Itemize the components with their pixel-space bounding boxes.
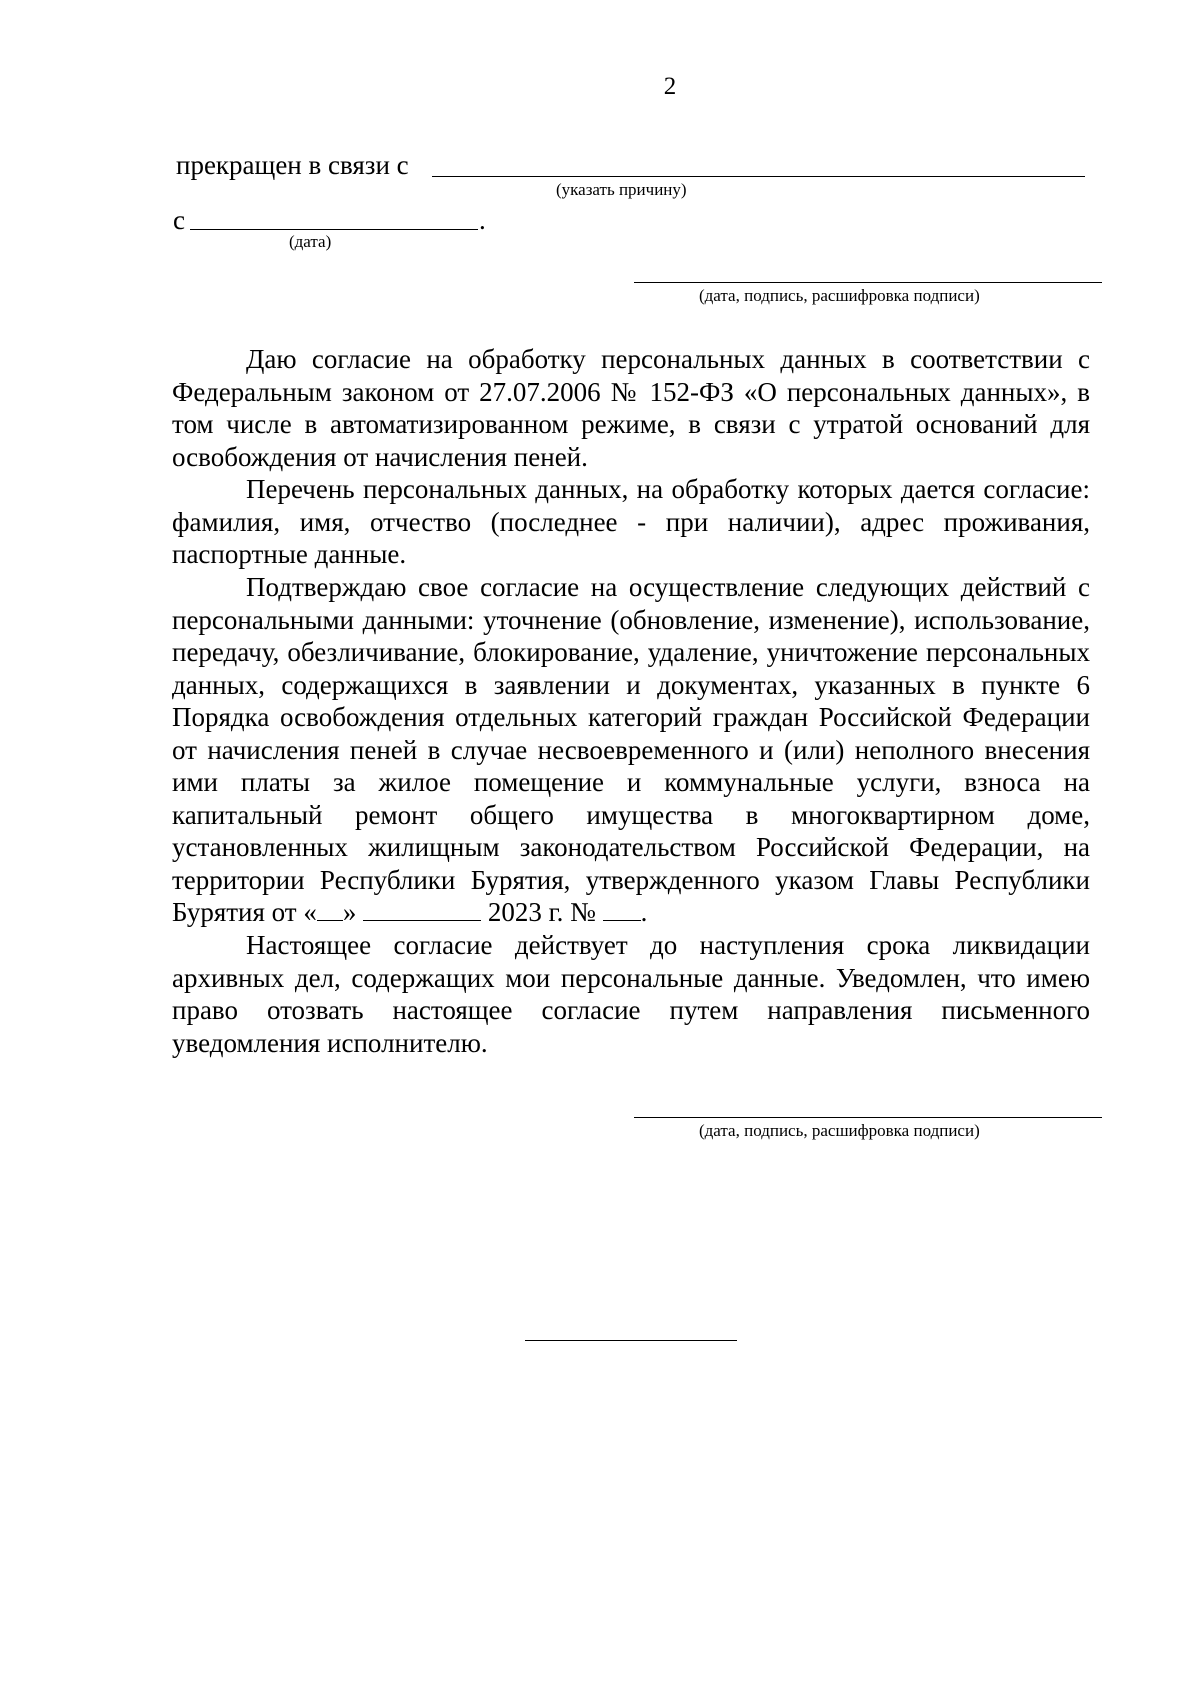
date-hint: (дата) [289, 232, 332, 251]
consent-paragraph-3 [172, 571, 1090, 929]
consent-paragraph-2: Перечень персональных данных, на обработку которых дается согласие: фамилия, имя, отчество (последнее - при наличии), адрес проживания, паспортные данные. [172, 474, 1090, 569]
consent-paragraph-1: Даю согласие на обработку персональных данных в соответствии с Федеральным законом от 27.07.2006 № 152-ФЗ «О персональных данных», в том числе в автоматизированном режиме, в связи с утратой оснований для освобождения от начисления пеней. [172, 344, 1090, 472]
consent-paragraph-4: Настоящее согласие действует до наступления срока ликвидации архивных дел, содержащих мои персональные данные. Уведомлен, что имею право отозвать настоящее согласие путем направления письменного уведомления исполнителю. [172, 930, 1090, 1058]
signature-hint-1: (дата, подпись, расшифровка подписи) [699, 286, 980, 305]
date-suffix: . [479, 205, 486, 235]
day-field [317, 898, 343, 921]
month-field [363, 898, 481, 921]
reason-field-line [432, 176, 1085, 177]
signature-line-2 [634, 1117, 1102, 1118]
paragraph-3-end: . [640, 897, 648, 927]
signature-hint-2: (дата, подпись, расшифровка подписи) [699, 1121, 980, 1140]
end-divider [525, 1340, 737, 1341]
consent-paragraph-3-text: Подтверждаю свое согласие на осуществление следующих действий с персональными данными: уточнение (обновление, изменение), использование, передачу, обезличивание, блокирование, удаление, уничтожение персональных данных, содержащихся в заявлении и документах, указанных в пункте 6 Порядка освобождения отдельных категорий граждан Российской Федерации от начисления пеней в случае несвоевременного и (или) неполного внесения ими платы за жилое помещение и коммунальные услуги, взноса на капитальный ремонт общего имущества в многоквартирном доме, установленных жилищным законодательством Российской Федерации, на территории Республики Бурятия, утвержденного указом Главы Республики Бурятия от « [172, 572, 1090, 927]
page-number: 2 [663, 73, 677, 100]
signature-line-1 [634, 282, 1102, 283]
date-prefix: с [173, 205, 185, 235]
reason-hint: (указать причину) [556, 180, 687, 199]
decree-number-field [603, 898, 641, 921]
quote-close: » [342, 897, 357, 927]
termination-label: прекращен в связи с [176, 150, 409, 180]
year-label: 2023 г. № [487, 897, 596, 927]
date-field-line [190, 229, 478, 230]
